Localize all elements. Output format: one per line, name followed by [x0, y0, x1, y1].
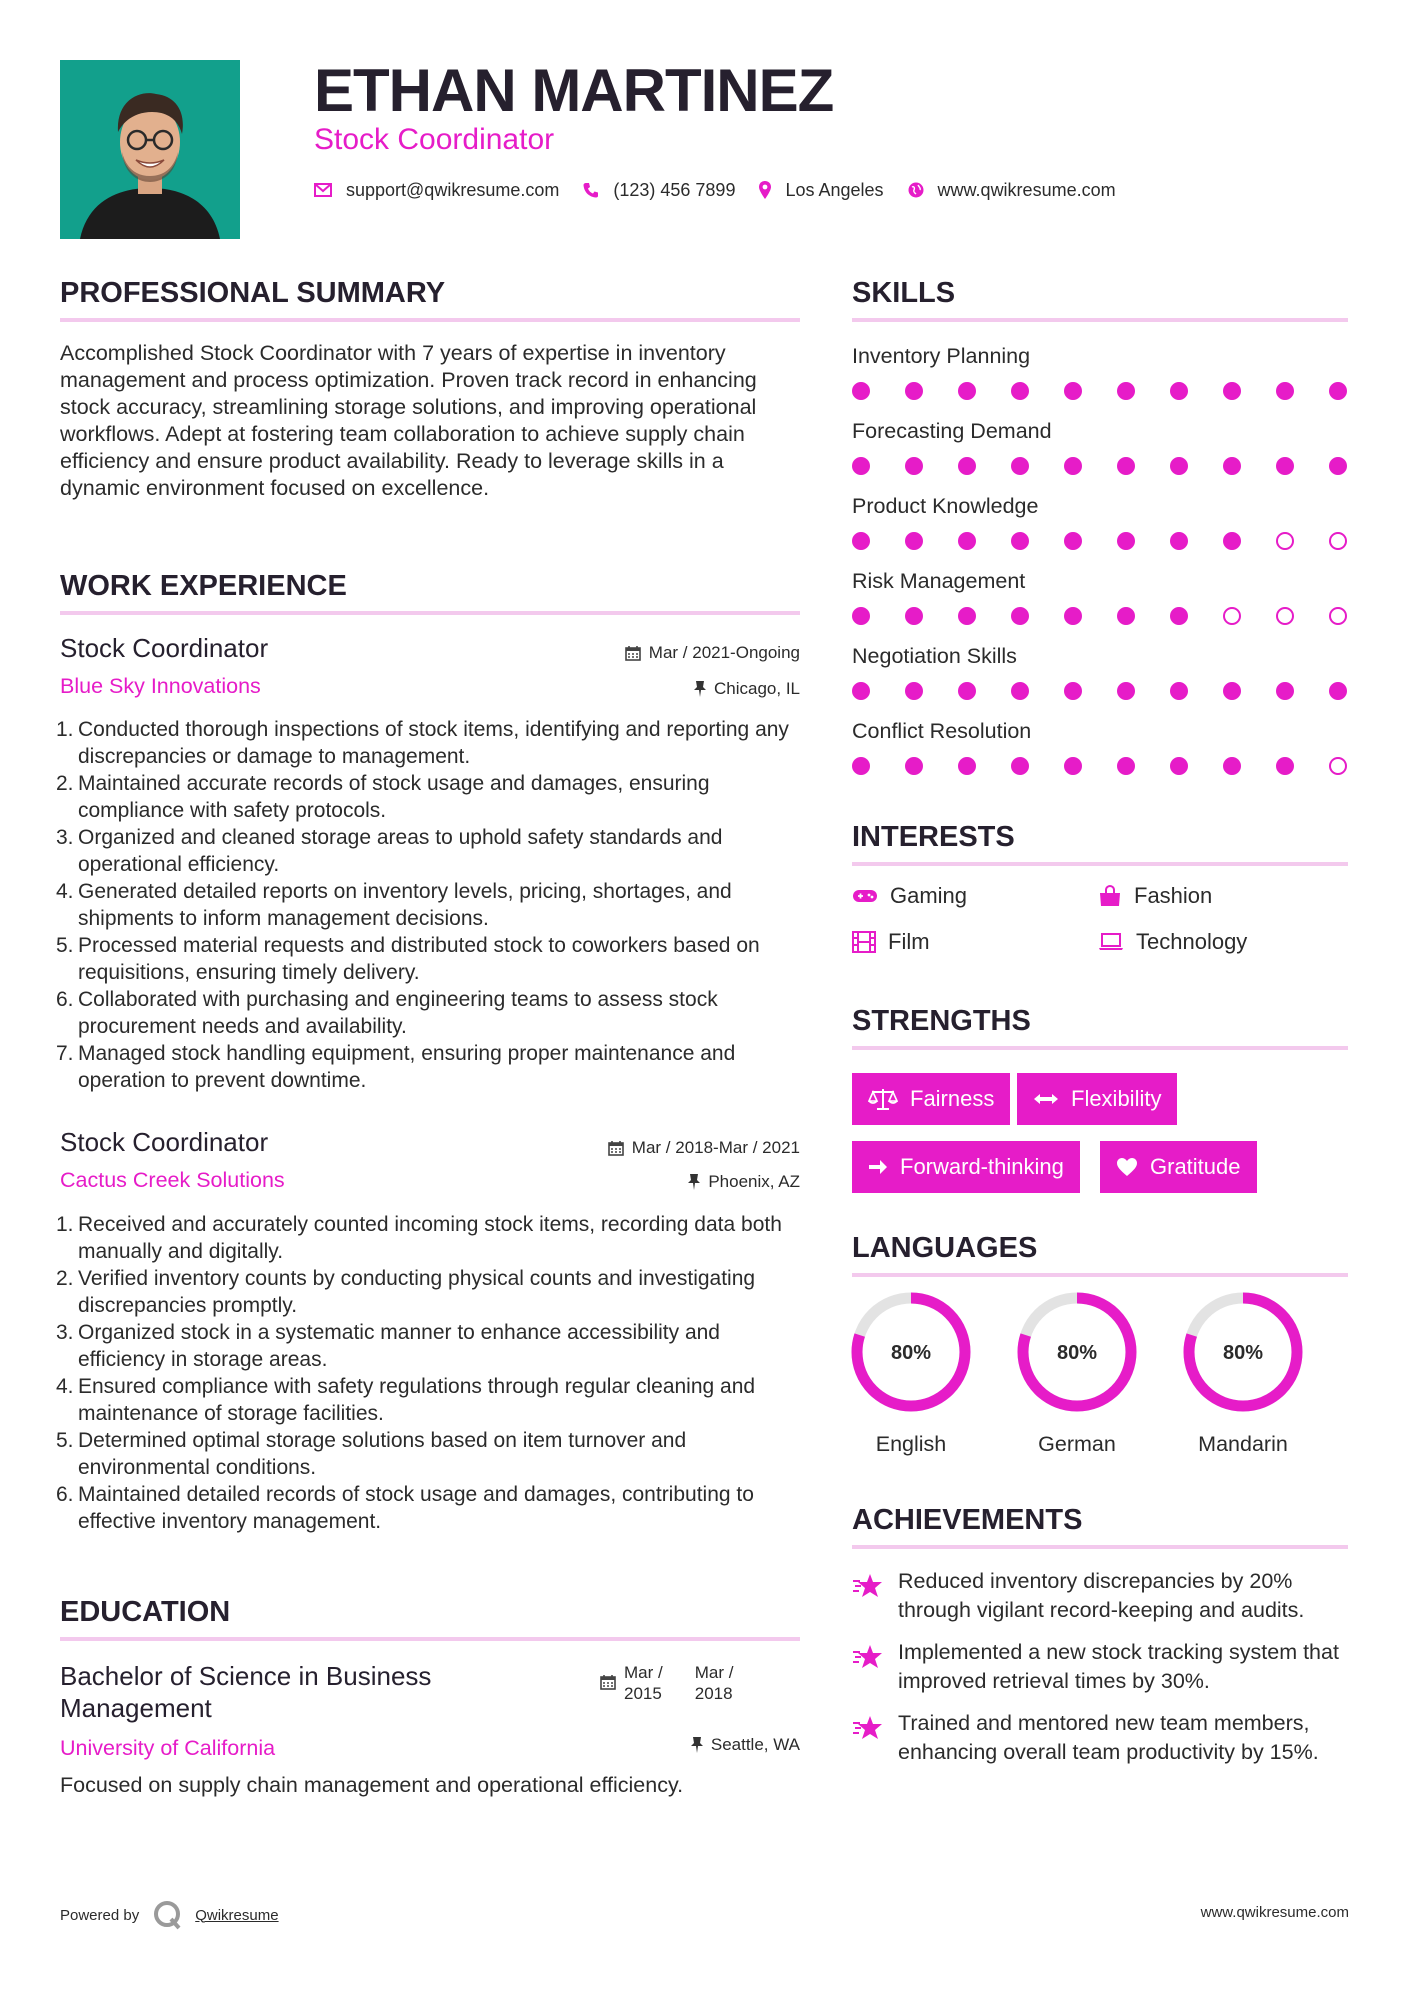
achievements-heading: ACHIEVEMENTS [852, 1504, 1083, 1536]
list-item: 6. Collaborated with purchasing and engineering teams to assess stock procurement needs and availability. [56, 988, 718, 1038]
rating-dot-filled [852, 532, 870, 550]
rating-dot-filled [852, 607, 870, 625]
summary-divider [60, 318, 800, 322]
pushpin-icon [688, 1174, 700, 1190]
skill-label: Inventory Planning [852, 344, 1031, 368]
achievement-text: Implemented a new stock tracking system that improved retrieval times by 30%. [898, 1640, 1339, 1693]
rating-dot-filled [1170, 682, 1188, 700]
interest-fashion [1098, 882, 1212, 910]
rating-dot-filled [958, 382, 976, 400]
rating-dot-filled [905, 757, 923, 775]
language-percent: 80% [1056, 1342, 1098, 1364]
rating-dot-filled [1276, 682, 1294, 700]
contact-bar [314, 177, 1140, 203]
experience-heading: WORK EXPERIENCE [60, 570, 347, 602]
candidate-name: ETHAN MARTINEZ [314, 57, 834, 124]
footer-powered-label: Powered by [60, 1906, 140, 1924]
list-item: 7. Managed stock handling equipment, ensuring proper maintenance and operation to prevent downtime. [56, 1042, 736, 1092]
rating-dot-filled [1011, 607, 1029, 625]
rating-dot-filled [1011, 457, 1029, 475]
rating-dot-filled [1117, 457, 1135, 475]
skill-label: Risk Management [852, 569, 1026, 593]
list-item: 4. Ensured compliance with safety regulations through regular cleaning and maintenance of storage facilities. [56, 1375, 756, 1425]
rating-dot-filled [852, 457, 870, 475]
contact-phone-text: (123) 456 7899 [613, 179, 736, 200]
film-icon [852, 931, 876, 953]
rating-dot-filled [1064, 382, 1082, 400]
strength-label: Fairness [910, 1086, 995, 1111]
rating-dot-filled [1117, 682, 1135, 700]
rating-dot-filled [958, 757, 976, 775]
job-2-responsibilities [56, 1211, 800, 1535]
list-item: 4. Generated detailed reports on inventory levels, pricing, shortages, and shipments to inform management decisions. [56, 880, 732, 930]
job-2-company: Cactus Creek Solutions [60, 1168, 285, 1192]
education-start-year: 2015 [624, 1684, 662, 1703]
job-1-title: Stock Coordinator [60, 633, 269, 663]
interest-label: Gaming [890, 883, 968, 908]
pushpin-icon [691, 1737, 703, 1753]
job-2-location [560, 1171, 800, 1193]
rating-dot-filled [1170, 382, 1188, 400]
interest-gaming [852, 882, 967, 910]
rating-dot-filled [1223, 382, 1241, 400]
rating-dot-filled [1170, 532, 1188, 550]
education-degree-line1: Bachelor of Science in Business [60, 1661, 432, 1691]
calendar-icon [625, 645, 641, 661]
rating-dot-filled [905, 532, 923, 550]
interests-divider [852, 862, 1348, 866]
interest-label: Technology [1136, 929, 1248, 954]
laptop-icon [1098, 932, 1124, 952]
language-percent: 80% [1222, 1342, 1264, 1364]
achievement-item [852, 1638, 1352, 1696]
profile-photo [60, 60, 240, 239]
rating-dot-filled [1064, 532, 1082, 550]
contact-website-text: www.qwikresume.com [937, 179, 1116, 200]
arrows-horizontal-icon [1033, 1092, 1059, 1106]
job-2-dates [540, 1137, 800, 1159]
rating-dot-filled [1011, 757, 1029, 775]
calendar-icon [600, 1674, 616, 1690]
rating-dot-filled [1170, 607, 1188, 625]
strength-label: Forward-thinking [900, 1154, 1064, 1179]
job-1-dates [560, 642, 800, 664]
strength-label: Gratitude [1150, 1154, 1241, 1179]
summary-heading: PROFESSIONAL SUMMARY [60, 277, 446, 309]
skill-label: Forecasting Demand [852, 419, 1052, 443]
footer-brand-link[interactable]: Qwikresume [195, 1906, 279, 1924]
rating-dot-empty [1329, 757, 1347, 775]
rating-dot-filled [1276, 457, 1294, 475]
achievement-text: Trained and mentored new team members, enhancing overall team productivity by 15%. [898, 1711, 1319, 1764]
list-item: 6. Maintained detailed records of stock usage and damages, contributing to effective inventory management. [56, 1483, 754, 1533]
rating-dot-filled [1117, 607, 1135, 625]
education-degree-line2: Management [60, 1693, 212, 1723]
globe-icon [908, 182, 924, 198]
language-ring [846, 1287, 976, 1417]
skill-rating [852, 455, 1348, 477]
star-icon [852, 1715, 884, 1741]
strengths-divider [852, 1046, 1348, 1050]
job-2-location-text: Phoenix, AZ [708, 1172, 800, 1191]
rating-dot-filled [1170, 757, 1188, 775]
achievement-item [852, 1567, 1352, 1625]
language-ring [1012, 1287, 1142, 1417]
skills-divider [852, 318, 1348, 322]
rating-dot-filled [1223, 457, 1241, 475]
rating-dot-filled [1064, 457, 1082, 475]
rating-dot-filled [958, 457, 976, 475]
rating-dot-filled [1223, 757, 1241, 775]
strength-flexibility [1017, 1073, 1177, 1125]
gamepad-icon [852, 888, 878, 904]
rating-dot-filled [1011, 532, 1029, 550]
rating-dot-filled [905, 382, 923, 400]
language-percent: 80% [890, 1342, 932, 1364]
skill-rating [852, 605, 1348, 627]
qwikresume-logo-icon [153, 1900, 183, 1930]
heart-icon [1116, 1157, 1138, 1177]
education-end [695, 1662, 734, 1704]
experience-divider [60, 611, 800, 615]
rating-dot-filled [1011, 382, 1029, 400]
interest-technology [1098, 928, 1247, 956]
strength-label: Flexibility [1071, 1086, 1162, 1111]
rating-dot-filled [1011, 682, 1029, 700]
arrow-right-icon [868, 1158, 888, 1176]
list-item: 3. Organized stock in a systematic manner to enhance accessibility and efficiency in storage areas. [56, 1321, 720, 1371]
list-item: 5. Processed material requests and distributed stock to coworkers based on requisitions, ensuring timely delivery. [56, 934, 760, 984]
pushpin-icon [694, 681, 706, 697]
contact-email[interactable] [314, 180, 559, 201]
skill-label: Negotiation Skills [852, 644, 1017, 668]
contact-location [759, 180, 883, 201]
rating-dot-filled [1276, 382, 1294, 400]
language-name: English [875, 1432, 947, 1456]
phone-icon [583, 182, 599, 198]
achievement-text: Reduced inventory discrepancies by 20% through vigilant record-keeping and audits. [898, 1569, 1305, 1622]
list-item: 1. Conducted thorough inspections of stock items, identifying and reporting any discrepancies or damage to management. [56, 718, 789, 768]
skills-heading: SKILLS [852, 277, 956, 309]
education-divider [60, 1637, 800, 1641]
education-start-month: Mar / [624, 1663, 663, 1682]
envelope-icon [314, 183, 332, 197]
achievements-divider [852, 1545, 1348, 1549]
rating-dot-filled [1117, 532, 1135, 550]
skill-rating [852, 380, 1348, 402]
languages-divider [852, 1273, 1348, 1277]
education-degree [60, 1660, 431, 1724]
rating-dot-filled [1064, 757, 1082, 775]
rating-dot-filled [1117, 382, 1135, 400]
rating-dot-filled [1223, 682, 1241, 700]
interest-label: Film [888, 929, 930, 954]
language-ring [1178, 1287, 1308, 1417]
education-end-year: 2018 [694, 1684, 733, 1703]
strength-fairness [852, 1073, 1010, 1125]
strengths-heading: STRENGTHS [852, 1005, 1031, 1037]
rating-dot-filled [1064, 682, 1082, 700]
language-name: German [1038, 1432, 1116, 1456]
rating-dot-filled [1117, 757, 1135, 775]
profile-photo-illustration [60, 60, 240, 239]
contact-location-text: Los Angeles [785, 179, 884, 200]
rating-dot-filled [1223, 532, 1241, 550]
footer-website[interactable]: www.qwikresume.com [1200, 1904, 1349, 1921]
education-location-text: Seattle, WA [710, 1735, 800, 1754]
rating-dot-empty [1223, 607, 1241, 625]
education-heading: EDUCATION [60, 1596, 231, 1628]
strength-forward-thinking [852, 1141, 1080, 1193]
job-1-location [560, 678, 800, 700]
summary-text: Accomplished Stock Coordinator with 7 years of expertise in inventory management and process optimization. Proven track record in enhancing stock accuracy, streamlining storage solutions, and improving operational workflows. Adept at fostering team collaboration to achieve supply chain efficiency and ensure product availability. Ready to leverage skills in a dynamic environment focused on excellence. [60, 341, 757, 500]
list-item: 5. Determined optimal storage solutions based on item turnover and environmental conditions. [56, 1429, 687, 1479]
rating-dot-filled [1329, 382, 1347, 400]
rating-dot-empty [1329, 607, 1347, 625]
skill-rating [852, 530, 1348, 552]
achievement-item [852, 1709, 1352, 1767]
education-start [624, 1662, 663, 1704]
job-1-company: Blue Sky Innovations [60, 674, 261, 698]
education-note: Focused on supply chain management and operational efficiency. [60, 1773, 684, 1797]
rating-dot-filled [1170, 457, 1188, 475]
shopping-bag-icon [1098, 885, 1122, 907]
rating-dot-filled [905, 682, 923, 700]
interest-label: Fashion [1134, 883, 1213, 908]
strength-gratitude [1100, 1141, 1257, 1193]
job-1-dates-text: Mar / 2021-Ongoing [648, 643, 800, 662]
skill-rating [852, 680, 1348, 702]
skill-rating [852, 755, 1348, 777]
star-icon [852, 1644, 884, 1670]
contact-email-text: support@qwikresume.com [346, 179, 560, 200]
education-location [560, 1734, 800, 1756]
education-end-month: Mar / [694, 1663, 734, 1682]
interest-film [852, 928, 930, 956]
job-2-dates-text: Mar / 2018-Mar / 2021 [631, 1138, 800, 1157]
rating-dot-filled [905, 457, 923, 475]
interests-heading: INTERESTS [852, 821, 1015, 853]
rating-dot-filled [905, 607, 923, 625]
list-item: 3. Organized and cleaned storage areas to uphold safety standards and operational efficiency. [56, 826, 723, 876]
skill-label: Conflict Resolution [852, 719, 1032, 743]
contact-website[interactable] [908, 180, 1116, 201]
rating-dot-filled [1329, 682, 1347, 700]
list-item: 1. Received and accurately counted incoming stock items, recording data both manually and digitally. [56, 1213, 782, 1263]
rating-dot-filled [1064, 607, 1082, 625]
map-pin-icon [759, 181, 771, 199]
footer-powered-by [60, 1900, 279, 1930]
education-dates [600, 1662, 733, 1704]
list-item: 2. Verified inventory counts by conducting physical counts and investigating discrepancies promptly. [56, 1267, 756, 1317]
balance-scale-icon [868, 1087, 898, 1111]
rating-dot-filled [1276, 757, 1294, 775]
list-item: 2. Maintained accurate records of stock usage and damages, ensuring compliance with safety protocols. [56, 772, 710, 822]
star-icon [852, 1573, 884, 1599]
rating-dot-filled [1329, 457, 1347, 475]
rating-dot-filled [958, 532, 976, 550]
skill-label: Product Knowledge [852, 494, 1039, 518]
rating-dot-filled [958, 682, 976, 700]
calendar-icon [608, 1140, 624, 1156]
rating-dot-empty [1329, 532, 1347, 550]
job-2-title: Stock Coordinator [60, 1127, 269, 1157]
rating-dot-filled [852, 757, 870, 775]
rating-dot-empty [1276, 532, 1294, 550]
rating-dot-filled [852, 682, 870, 700]
languages-heading: LANGUAGES [852, 1232, 1038, 1264]
language-name: Mandarin [1198, 1432, 1288, 1456]
job-1-location-text: Chicago, IL [714, 679, 800, 698]
education-school: University of California [60, 1736, 276, 1760]
rating-dot-filled [958, 607, 976, 625]
rating-dot-filled [852, 382, 870, 400]
rating-dot-empty [1276, 607, 1294, 625]
job-1-responsibilities [56, 716, 800, 1094]
candidate-title: Stock Coordinator [314, 123, 555, 156]
contact-phone[interactable] [583, 180, 735, 201]
